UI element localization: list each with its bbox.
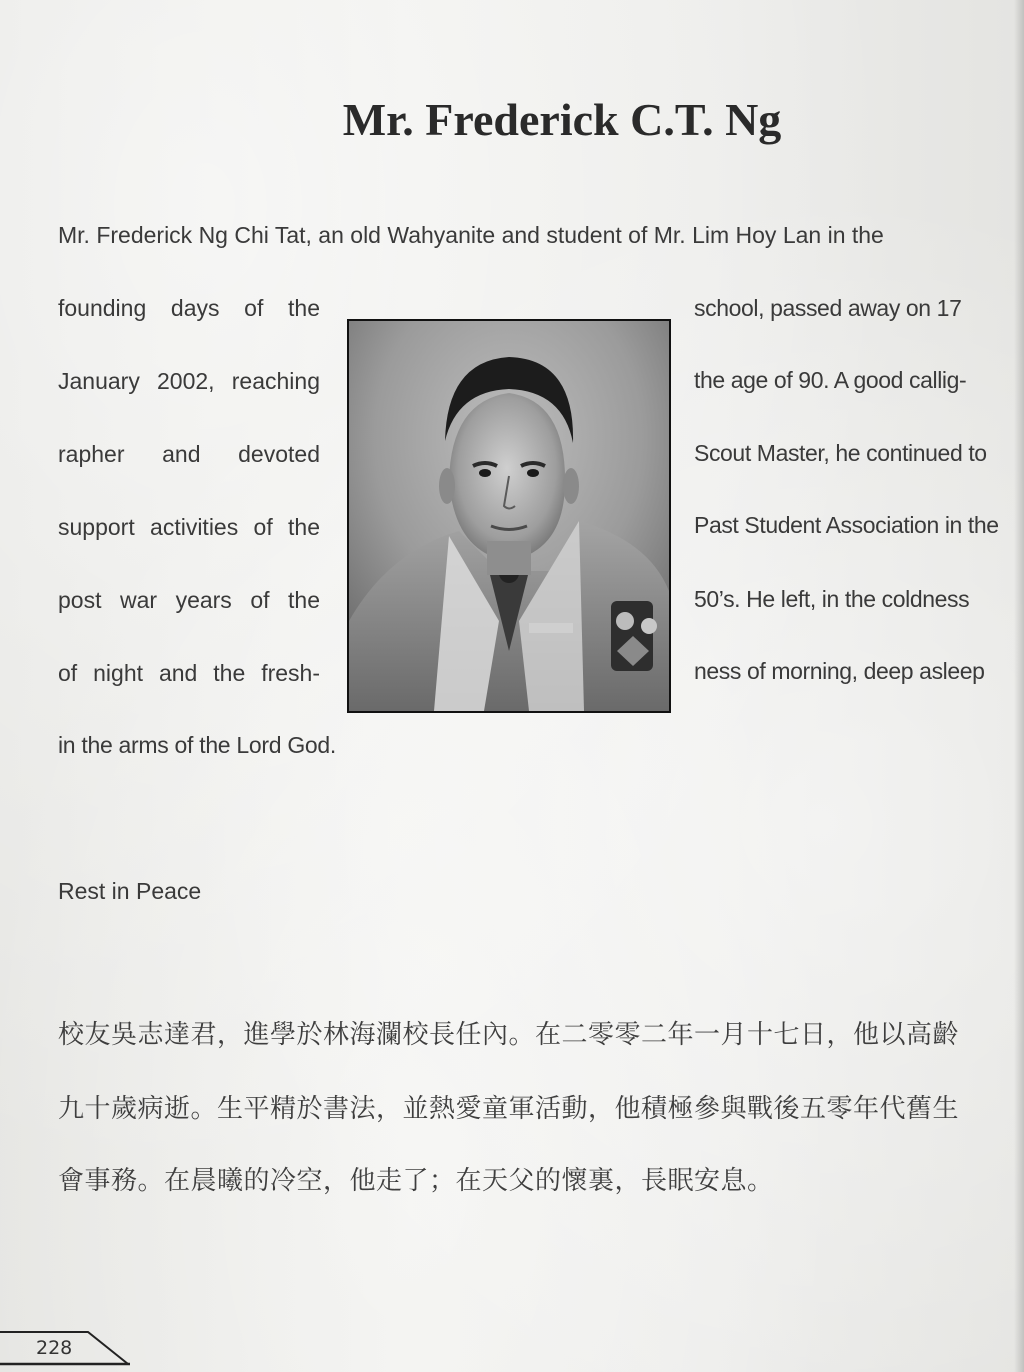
- left-column-line: rapher and devoted: [58, 441, 320, 467]
- right-column-line: school, passed away on 17: [694, 295, 962, 321]
- page-number: 228: [36, 1337, 73, 1359]
- left-column-line: of night and the fresh-: [58, 660, 320, 686]
- portrait-illustration: [349, 321, 669, 711]
- right-column-line: ness of morning, deep asleep: [694, 658, 985, 684]
- chinese-paragraph-line: 會事務。在晨曦的冷空，他走了；在天父的懷裏，長眠安息。: [58, 1166, 774, 1196]
- page-title: Mr. Frederick C.T. Ng: [342, 94, 782, 145]
- paragraph-last-line: in the arms of the Lord God.: [58, 732, 336, 758]
- closing-text: Rest in Peace: [58, 878, 202, 904]
- paragraph-first-line: Mr. Frederick Ng Chi Tat, an old Wahyanite and student of Mr. Lim Hoy Lan in the: [58, 222, 884, 248]
- right-column-line: 50’s. He left, in the coldness: [694, 586, 970, 612]
- right-column-line: Scout Master, he continued to: [694, 440, 987, 466]
- chinese-paragraph-line: 校友吳志達君，進學於林海瀾校長任內。在二零零二年一月十七日，他以高齡: [58, 1020, 960, 1050]
- left-column-line: support activities of the: [58, 514, 320, 540]
- left-column-line: post war years of the: [58, 587, 320, 613]
- right-column-line: the age of 90. A good callig-: [694, 367, 967, 393]
- right-text-column: [694, 293, 1024, 703]
- chinese-paragraph-line: 九十歲病逝。生平精於書法，並熱愛童軍活動，他積極參與戰後五零年代舊生: [58, 1094, 960, 1124]
- right-column-line: Past Student Association in the: [694, 512, 999, 538]
- portrait-photo: [347, 319, 671, 713]
- left-column-line: founding days of the: [58, 295, 320, 321]
- left-column-line: January 2002, reaching: [58, 368, 320, 394]
